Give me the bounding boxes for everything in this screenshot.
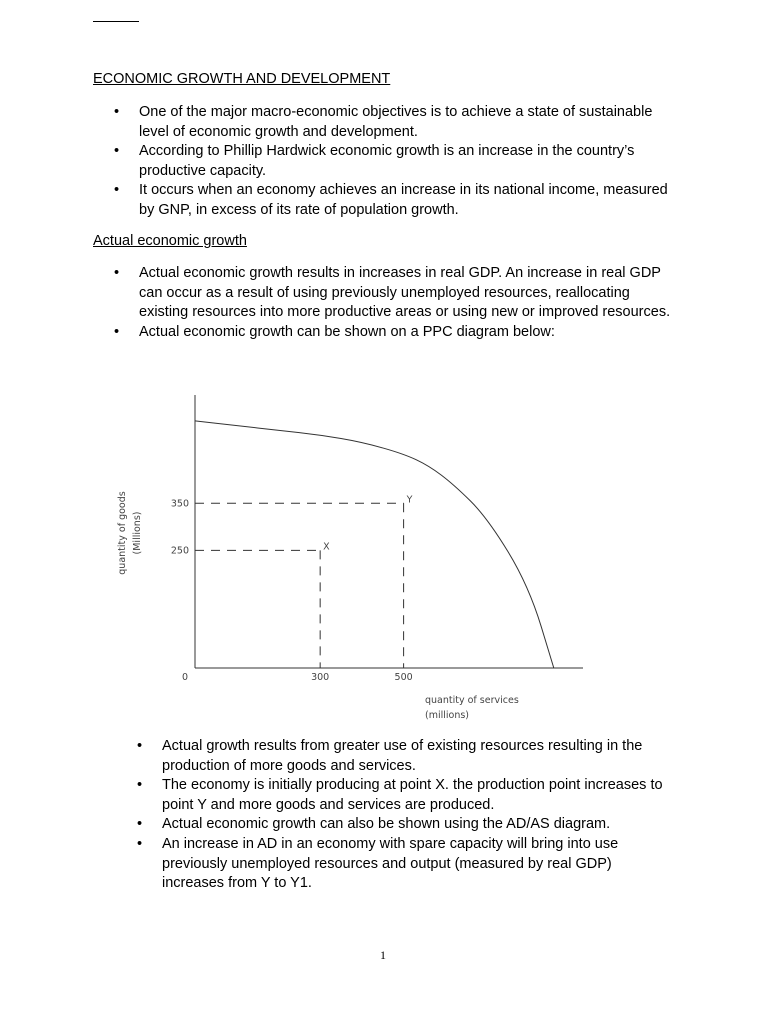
x-axis-label-unit: (millions) (425, 710, 470, 721)
list-item: • One of the major macro-economic objectives is to achieve a state of sustainable level of economic growth and development. (93, 103, 683, 142)
list-item: • Actual growth results from greater use of existing resources resulting in the production of more goods and services. (116, 737, 676, 776)
list-item: • Actual economic growth can be shown on a PPC diagram below: (93, 323, 683, 343)
list-item: • It occurs when an economy achieves an increase in its national income, measured by GNP, in excess of its rate of population growth. (93, 181, 683, 220)
ppc-chart (100, 385, 600, 725)
x-axis-label: quantity of services (425, 695, 519, 706)
page-title: ECONOMIC GROWTH AND DEVELOPMENT (93, 71, 391, 87)
actual-growth-list (93, 264, 683, 342)
list-item: • According to Phillip Hardwick economic growth is an increase in the country’s productive capacity. (93, 142, 683, 181)
ppc-curve (195, 421, 554, 668)
list-item: • Actual economic growth can also be shown using the AD/AS diagram. (116, 815, 676, 835)
page-number: 1 (380, 948, 386, 962)
list-item: • An increase in AD in an economy with spare capacity will bring into use previously unemployed resources and output (measured by real GDP) increases from Y to Y1. (116, 835, 676, 894)
origin-label: 0 (181, 672, 189, 683)
x-tick-label: 300 (311, 672, 330, 683)
top-rule (93, 21, 139, 22)
intro-list (93, 103, 683, 221)
y-axis-label-unit: (Millions) (132, 511, 143, 555)
point-label-y: Y (406, 494, 413, 506)
list-item: • The economy is initially producing at point X. the production point increases to point Y and more goods and services are produced. (116, 776, 676, 815)
ppc-chart-svg (100, 385, 600, 725)
y-tick-label: 250 (170, 545, 189, 557)
point-label-x: X (323, 541, 330, 553)
after-chart-list (116, 737, 676, 894)
guide-lines (195, 503, 404, 668)
section-heading: Actual economic growth (93, 233, 247, 249)
y-tick-label: 350 (170, 498, 189, 510)
y-axis-label: quantity of goods (117, 491, 128, 575)
x-tick-label: 500 (394, 672, 413, 683)
list-item: • Actual economic growth results in increases in real GDP. An increase in real GDP can occur as a result of using previously unemployed resources, reallocating existing resources into more productive areas or using new or improved resources. (93, 264, 683, 323)
